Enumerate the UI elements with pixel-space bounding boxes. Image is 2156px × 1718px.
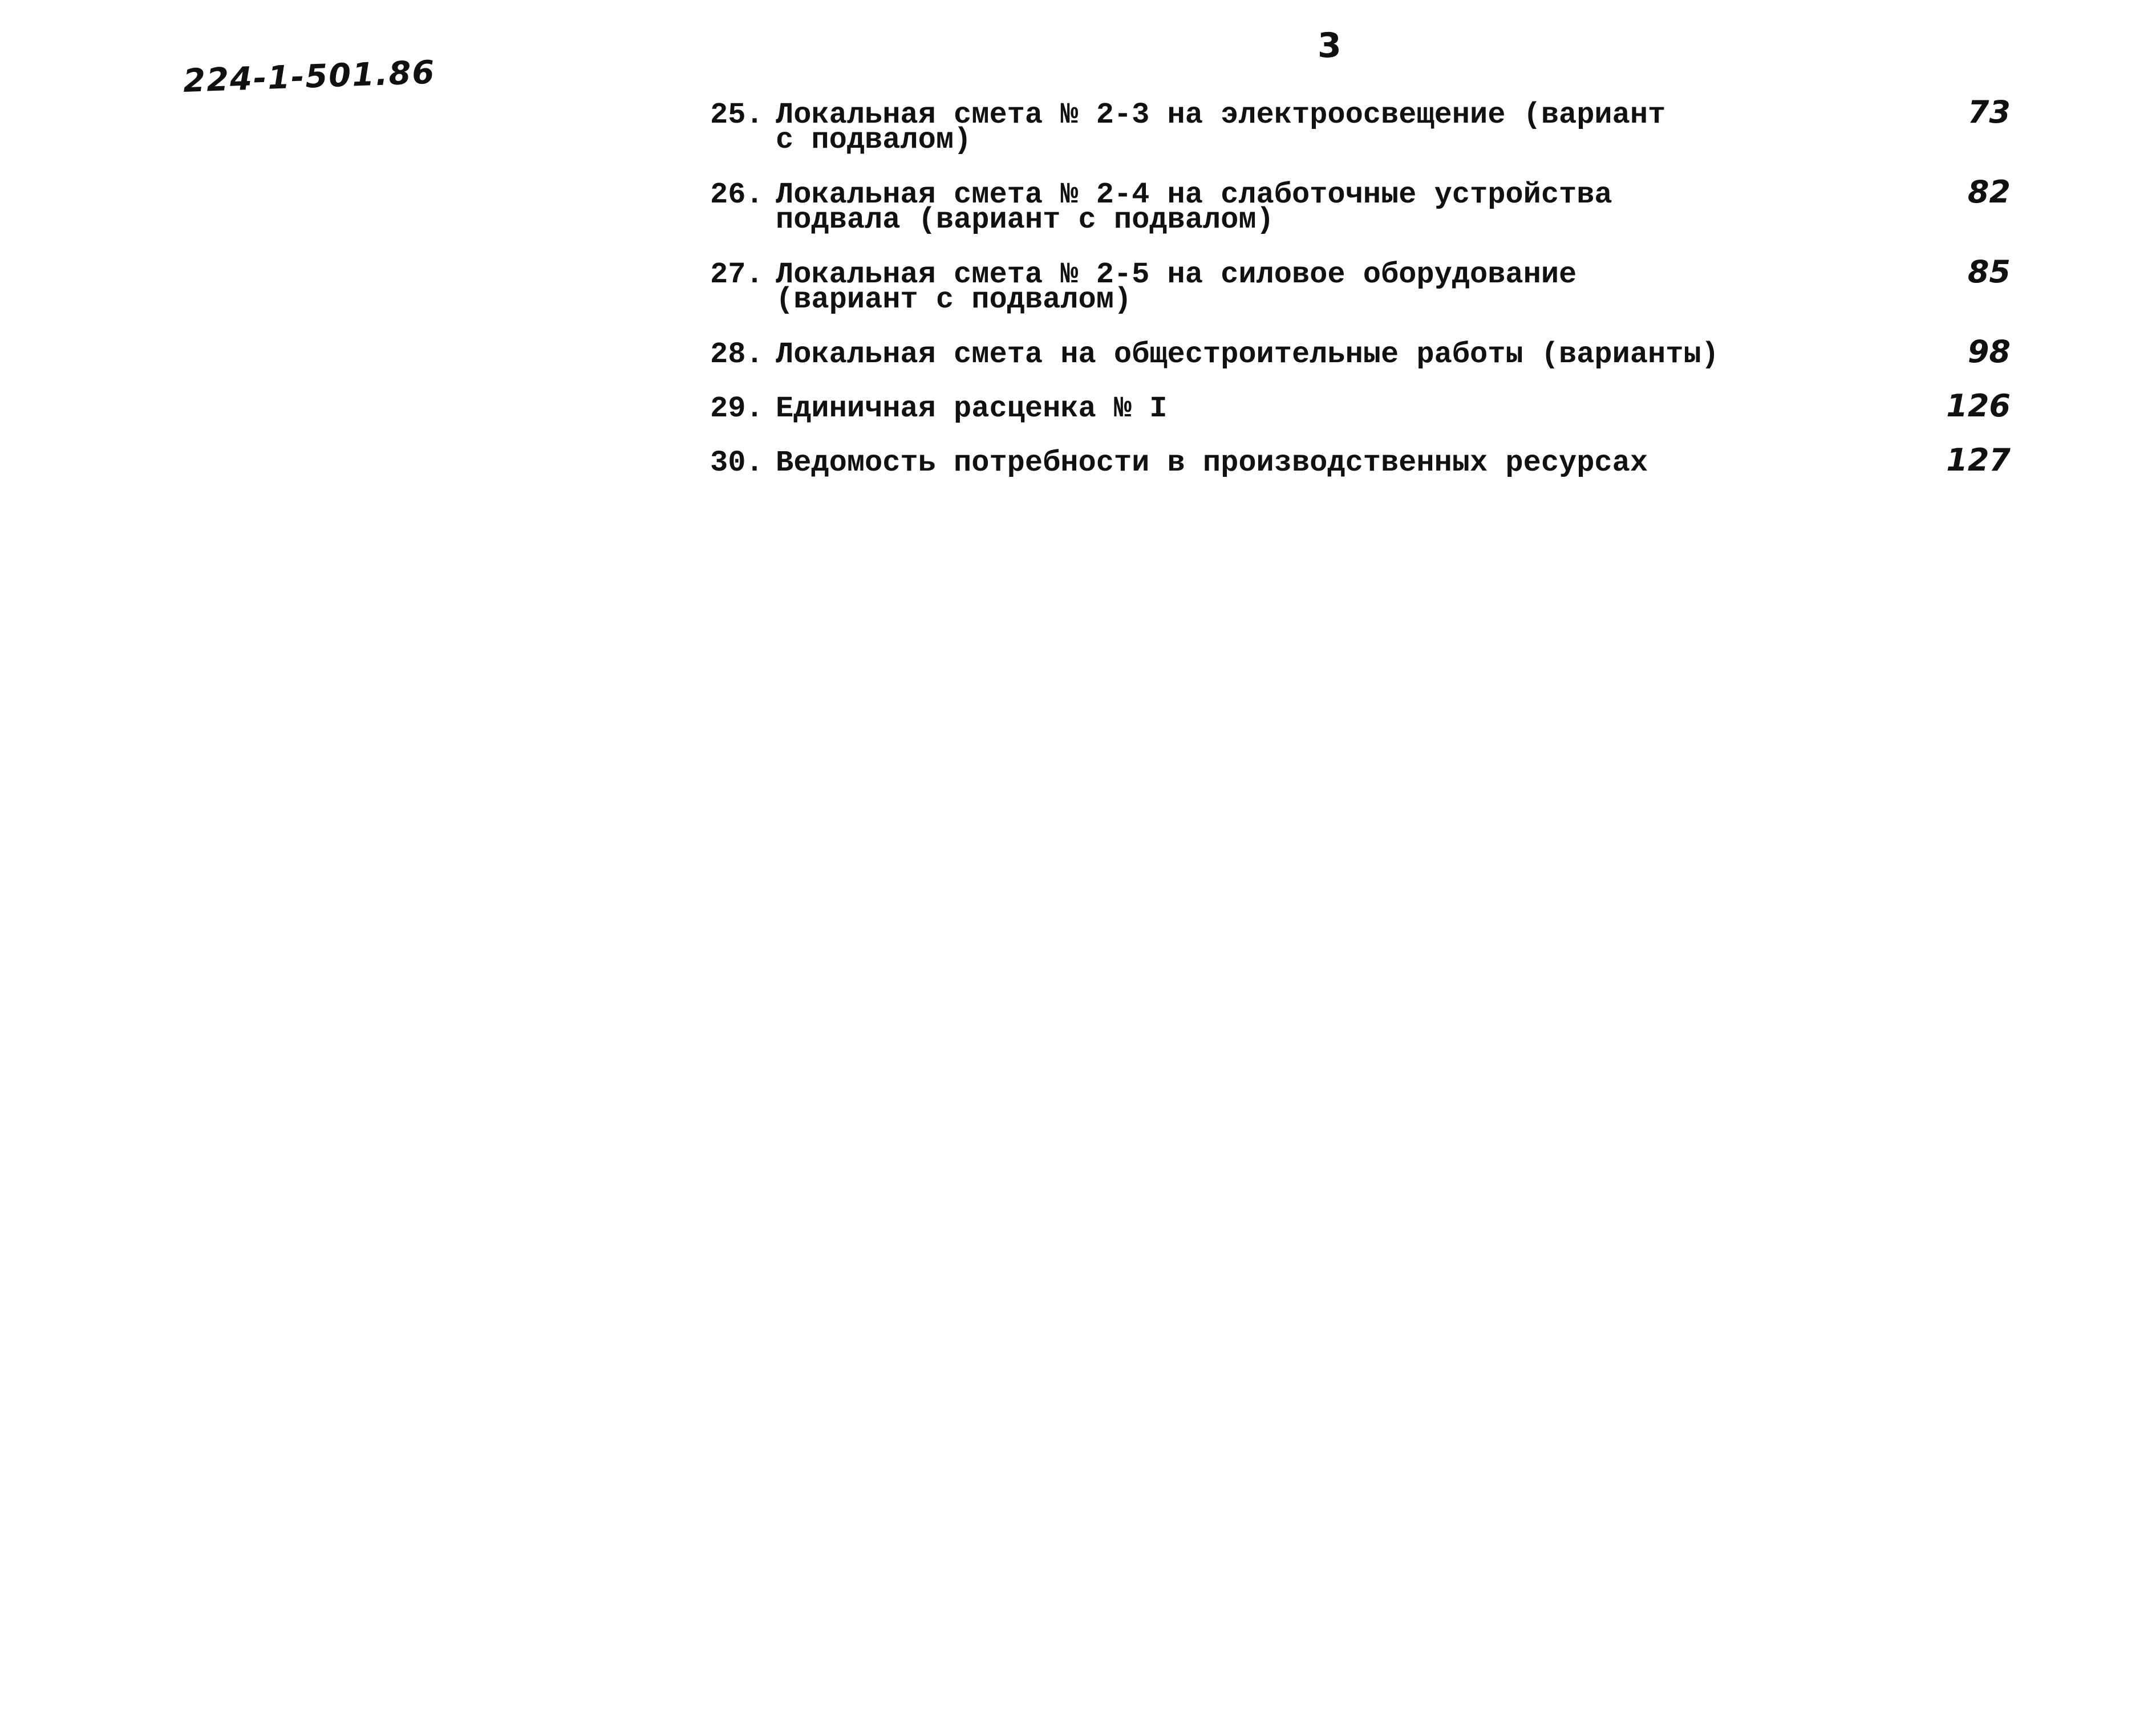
entry-title <box>776 258 1859 317</box>
entry-page-number: 127 <box>1946 442 2011 478</box>
entry-page-number: 126 <box>1946 388 2011 424</box>
entry-number: 28. <box>710 338 764 371</box>
table-of-contents <box>710 94 2011 502</box>
entry-title-line: Локальная смета № 2-4 на слаботочные устройства <box>776 178 1612 212</box>
document-code: 224-1-501.86 <box>183 54 436 100</box>
entry-title-line: Единичная расценка № I <box>776 392 1168 426</box>
entry-title-line: Локальная смета № 2-3 на электроосвещение (вариант <box>776 98 1666 132</box>
entry-number: 26. <box>710 178 764 212</box>
entry-title-line: Локальная смета на общестроительные работы (варианты) <box>776 338 1719 371</box>
entry-title <box>776 338 1859 371</box>
entry-page-number: 98 <box>1967 334 2011 370</box>
entry-title <box>776 392 1859 426</box>
entry-page-number: 73 <box>1967 94 2011 130</box>
entry-title <box>776 98 1859 157</box>
entry-number: 27. <box>710 258 764 291</box>
entry-number: 25. <box>710 98 764 132</box>
entry-title <box>776 178 1859 237</box>
page-number: 3 <box>1318 26 1342 66</box>
entry-page-number: 82 <box>1967 174 2011 210</box>
entry-number: 29. <box>710 392 764 426</box>
entry-title <box>776 446 1859 480</box>
entry-title-line: (вариант с подвалом) <box>776 283 1132 317</box>
entry-title-line: Локальная смета № 2-5 на силовое оборудование <box>776 258 1577 291</box>
entry-title-line: с подвалом) <box>776 123 972 157</box>
entry-page-number: 85 <box>1967 254 2011 290</box>
entry-number: 30. <box>710 446 764 480</box>
entry-title-line: Ведомость потребности в производственных ресурсах <box>776 446 1648 480</box>
entry-title-line: подвала (вариант с подвалом) <box>776 203 1274 237</box>
